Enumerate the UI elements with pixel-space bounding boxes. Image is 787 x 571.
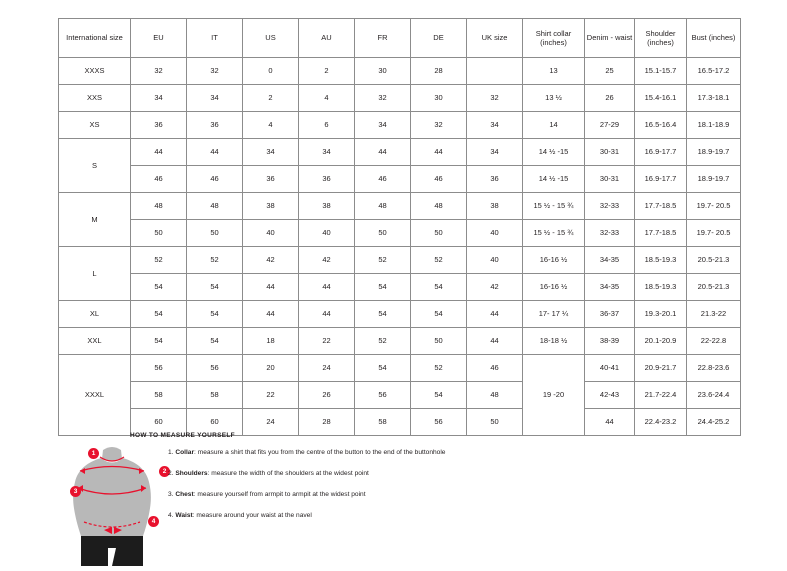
cell-us: 40 — [243, 220, 299, 247]
instruction-text: : measure yourself from armpit to armpit at the widest point — [193, 491, 366, 499]
table-row — [59, 166, 741, 193]
cell-it: 54 — [187, 328, 243, 355]
cell-denim-waist: 30-31 — [585, 166, 635, 193]
cell-us: 2 — [243, 85, 299, 112]
cell-denim-waist: 36-37 — [585, 301, 635, 328]
table-row — [59, 58, 741, 85]
instruction-number: 1. — [168, 449, 174, 456]
cell-de: 46 — [411, 166, 467, 193]
badge-3-chest: 3 — [70, 486, 81, 497]
cell-au: 4 — [299, 85, 355, 112]
cell-us: 4 — [243, 112, 299, 139]
cell-au: 44 — [299, 301, 355, 328]
cell-uk: 46 — [467, 355, 523, 382]
cell-shirt-collar: 16-16 ½ — [523, 274, 585, 301]
instruction-text: : measure the width of the shoulders at the widest point — [207, 470, 369, 478]
cell-shirt-collar: 13 — [523, 58, 585, 85]
cell-shoulder: 21.7-22.4 — [635, 382, 687, 409]
cell-it: 54 — [187, 274, 243, 301]
cell-de: 54 — [411, 382, 467, 409]
instruction-number: 4. — [168, 512, 174, 520]
cell-shirt-collar: 14 ½ -15 — [523, 166, 585, 193]
cell-eu: 32 — [131, 58, 187, 85]
cell-fr: 54 — [355, 274, 411, 301]
table-header-row — [59, 19, 741, 58]
instruction-line — [168, 513, 598, 520]
cell-au: 6 — [299, 112, 355, 139]
cell-denim-waist: 32-33 — [585, 220, 635, 247]
cell-eu: 48 — [131, 193, 187, 220]
cell-uk — [467, 58, 523, 85]
cell-uk: 32 — [467, 85, 523, 112]
cell-shoulder: 16.9-17.7 — [635, 139, 687, 166]
column-header-it: IT — [187, 19, 243, 58]
cell-us: 36 — [243, 166, 299, 193]
cell-bust: 16.5-17.2 — [687, 58, 741, 85]
column-header-uk-size: UK size — [467, 19, 523, 58]
cell-shirt-collar: 15 ½ - 15 ¾ — [523, 193, 585, 220]
cell-eu: 56 — [131, 355, 187, 382]
cell-uk: 50 — [467, 409, 523, 436]
table-row — [59, 247, 741, 274]
cell-international-size: XS — [59, 112, 131, 139]
cell-fr: 52 — [355, 247, 411, 274]
instruction-number: 2. — [168, 470, 174, 478]
cell-denim-waist: 30-31 — [585, 139, 635, 166]
cell-de: 56 — [411, 409, 467, 436]
size-chart-table — [58, 18, 741, 436]
cell-shoulder: 20.1-20.9 — [635, 328, 687, 355]
table-row — [59, 85, 741, 112]
cell-shirt-collar: 13 ½ — [523, 85, 585, 112]
instruction-label: Chest — [175, 491, 194, 499]
cell-de: 28 — [411, 58, 467, 85]
cell-it: 32 — [187, 58, 243, 85]
cell-fr: 52 — [355, 328, 411, 355]
cell-denim-waist: 34-35 — [585, 274, 635, 301]
cell-denim-waist: 44 — [585, 409, 635, 436]
column-header-fr: FR — [355, 19, 411, 58]
cell-eu: 58 — [131, 382, 187, 409]
cell-denim-waist: 26 — [585, 85, 635, 112]
cell-shoulder: 16.5-16.4 — [635, 112, 687, 139]
cell-fr: 50 — [355, 220, 411, 247]
cell-fr: 44 — [355, 139, 411, 166]
cell-uk: 34 — [467, 139, 523, 166]
cell-de: 48 — [411, 193, 467, 220]
badge-4-waist: 4 — [148, 516, 159, 527]
cell-uk: 48 — [467, 382, 523, 409]
cell-au: 2 — [299, 58, 355, 85]
cell-shirt-collar: 14 — [523, 112, 585, 139]
cell-international-size: XXL — [59, 328, 131, 355]
cell-uk: 44 — [467, 301, 523, 328]
cell-de: 52 — [411, 247, 467, 274]
column-header-shoulder: Shoulder (inches) — [635, 19, 687, 58]
cell-denim-waist: 25 — [585, 58, 635, 85]
cell-au: 42 — [299, 247, 355, 274]
column-header-us: US — [243, 19, 299, 58]
cell-it: 48 — [187, 193, 243, 220]
cell-eu: 50 — [131, 220, 187, 247]
cell-fr: 54 — [355, 355, 411, 382]
cell-shoulder: 17.7-18.5 — [635, 220, 687, 247]
cell-uk: 38 — [467, 193, 523, 220]
table-header — [59, 19, 741, 58]
cell-denim-waist: 40-41 — [585, 355, 635, 382]
cell-bust: 18.1-18.9 — [687, 112, 741, 139]
cell-it: 36 — [187, 112, 243, 139]
cell-us: 22 — [243, 382, 299, 409]
cell-bust: 20.5-21.3 — [687, 274, 741, 301]
cell-international-size: M — [59, 193, 131, 247]
cell-eu: 46 — [131, 166, 187, 193]
cell-us: 20 — [243, 355, 299, 382]
cell-shoulder: 19.3-20.1 — [635, 301, 687, 328]
cell-it: 34 — [187, 85, 243, 112]
cell-bust: 22.8-23.6 — [687, 355, 741, 382]
cell-fr: 32 — [355, 85, 411, 112]
table-row — [59, 193, 741, 220]
cell-it: 54 — [187, 301, 243, 328]
cell-au: 22 — [299, 328, 355, 355]
cell-bust: 21.3-22 — [687, 301, 741, 328]
instruction-label: Shoulders — [175, 470, 208, 478]
cell-it: 46 — [187, 166, 243, 193]
cell-us: 18 — [243, 328, 299, 355]
cell-us: 44 — [243, 274, 299, 301]
cell-uk: 40 — [467, 220, 523, 247]
cell-international-size: XXXL — [59, 355, 131, 436]
cell-de: 52 — [411, 355, 467, 382]
cell-bust: 24.4-25.2 — [687, 409, 741, 436]
instruction-line — [168, 492, 598, 499]
cell-fr: 48 — [355, 193, 411, 220]
cell-eu: 44 — [131, 139, 187, 166]
cell-shoulder: 20.9-21.7 — [635, 355, 687, 382]
cell-bust: 17.3-18.1 — [687, 85, 741, 112]
cell-shoulder: 15.4-16.1 — [635, 85, 687, 112]
cell-shoulder: 22.4-23.2 — [635, 409, 687, 436]
instruction-number: 3. — [168, 491, 174, 499]
cell-shirt-collar: 14 ½ -15 — [523, 139, 585, 166]
cell-us: 38 — [243, 193, 299, 220]
cell-au: 40 — [299, 220, 355, 247]
cell-it: 50 — [187, 220, 243, 247]
column-header-de: DE — [411, 19, 467, 58]
cell-au: 36 — [299, 166, 355, 193]
cell-shirt-collar: 15 ½ - 15 ¾ — [523, 220, 585, 247]
table-row — [59, 220, 741, 247]
cell-us: 44 — [243, 301, 299, 328]
cell-it: 44 — [187, 139, 243, 166]
instruction-text: : measure around your waist at the navel — [192, 512, 312, 520]
cell-denim-waist: 38-39 — [585, 328, 635, 355]
cell-fr: 46 — [355, 166, 411, 193]
instruction-line — [168, 471, 598, 478]
cell-denim-waist: 32-33 — [585, 193, 635, 220]
cell-uk: 44 — [467, 328, 523, 355]
cell-de: 50 — [411, 220, 467, 247]
table-row — [59, 274, 741, 301]
column-header-denim-waist: Denim - waist — [585, 19, 635, 58]
cell-shoulder: 18.5-19.3 — [635, 247, 687, 274]
cell-fr: 56 — [355, 382, 411, 409]
cell-au: 44 — [299, 274, 355, 301]
cell-fr: 30 — [355, 58, 411, 85]
cell-shoulder: 17.7-18.5 — [635, 193, 687, 220]
table-row — [59, 328, 741, 355]
cell-de: 32 — [411, 112, 467, 139]
cell-de: 54 — [411, 301, 467, 328]
column-header-shirt-collar: Shirt collar (inches) — [523, 19, 585, 58]
cell-us: 24 — [243, 409, 299, 436]
table-row — [59, 382, 741, 409]
cell-bust: 23.6-24.4 — [687, 382, 741, 409]
cell-shirt-collar: 19 -20 — [523, 355, 585, 436]
cell-it: 52 — [187, 247, 243, 274]
cell-it: 56 — [187, 355, 243, 382]
cell-shoulder: 16.9-17.7 — [635, 166, 687, 193]
column-header-bust: Bust (inches) — [687, 19, 741, 58]
cell-au: 24 — [299, 355, 355, 382]
cell-eu: 60 — [131, 409, 187, 436]
cell-au: 28 — [299, 409, 355, 436]
cell-eu: 36 — [131, 112, 187, 139]
cell-fr: 54 — [355, 301, 411, 328]
cell-uk: 34 — [467, 112, 523, 139]
cell-uk: 40 — [467, 247, 523, 274]
badge-2-shoulders: 2 — [159, 466, 170, 477]
cell-bust: 19.7- 20.5 — [687, 220, 741, 247]
cell-bust: 18.9-19.7 — [687, 166, 741, 193]
cell-eu: 54 — [131, 328, 187, 355]
cell-international-size: S — [59, 139, 131, 193]
cell-au: 38 — [299, 193, 355, 220]
table-row — [59, 355, 741, 382]
cell-denim-waist: 34-35 — [585, 247, 635, 274]
cell-shirt-collar: 17- 17 ¼ — [523, 301, 585, 328]
cell-it: 58 — [187, 382, 243, 409]
table-body — [59, 58, 741, 436]
table-row — [59, 112, 741, 139]
table-row — [59, 139, 741, 166]
cell-international-size: XXXS — [59, 58, 131, 85]
cell-de: 44 — [411, 139, 467, 166]
badge-1-collar: 1 — [88, 448, 99, 459]
cell-shirt-collar: 18-18 ½ — [523, 328, 585, 355]
cell-de: 50 — [411, 328, 467, 355]
cell-bust: 20.5-21.3 — [687, 247, 741, 274]
table-row — [59, 301, 741, 328]
cell-au: 26 — [299, 382, 355, 409]
cell-international-size: XL — [59, 301, 131, 328]
cell-bust: 18.9-19.7 — [687, 139, 741, 166]
cell-denim-waist: 27-29 — [585, 112, 635, 139]
how-to-measure-title: HOW TO MEASURE YOURSELF — [130, 432, 235, 439]
instruction-line — [168, 450, 598, 457]
instruction-text: : measure a shirt that fits you from the centre of the button to the end of the buttonhole — [194, 449, 446, 456]
column-header-eu: EU — [131, 19, 187, 58]
cell-shirt-collar: 16-16 ½ — [523, 247, 585, 274]
cell-eu: 54 — [131, 274, 187, 301]
cell-shoulder: 18.5-19.3 — [635, 274, 687, 301]
cell-fr: 58 — [355, 409, 411, 436]
measure-instructions-list — [168, 450, 598, 534]
cell-bust: 19.7- 20.5 — [687, 193, 741, 220]
cell-uk: 36 — [467, 166, 523, 193]
cell-international-size: XXS — [59, 85, 131, 112]
cell-eu: 54 — [131, 301, 187, 328]
cell-shoulder: 15.1-15.7 — [635, 58, 687, 85]
cell-de: 30 — [411, 85, 467, 112]
cell-us: 42 — [243, 247, 299, 274]
column-header-international-size: International size — [59, 19, 131, 58]
instruction-label: Collar — [175, 449, 195, 456]
cell-au: 34 — [299, 139, 355, 166]
column-header-au: AU — [299, 19, 355, 58]
cell-de: 54 — [411, 274, 467, 301]
cell-eu: 52 — [131, 247, 187, 274]
cell-fr: 34 — [355, 112, 411, 139]
cell-uk: 42 — [467, 274, 523, 301]
cell-us: 0 — [243, 58, 299, 85]
instruction-label: Waist — [175, 512, 193, 520]
cell-denim-waist: 42-43 — [585, 382, 635, 409]
cell-international-size: L — [59, 247, 131, 301]
cell-eu: 34 — [131, 85, 187, 112]
cell-us: 34 — [243, 139, 299, 166]
cell-it: 60 — [187, 409, 243, 436]
cell-bust: 22-22.8 — [687, 328, 741, 355]
